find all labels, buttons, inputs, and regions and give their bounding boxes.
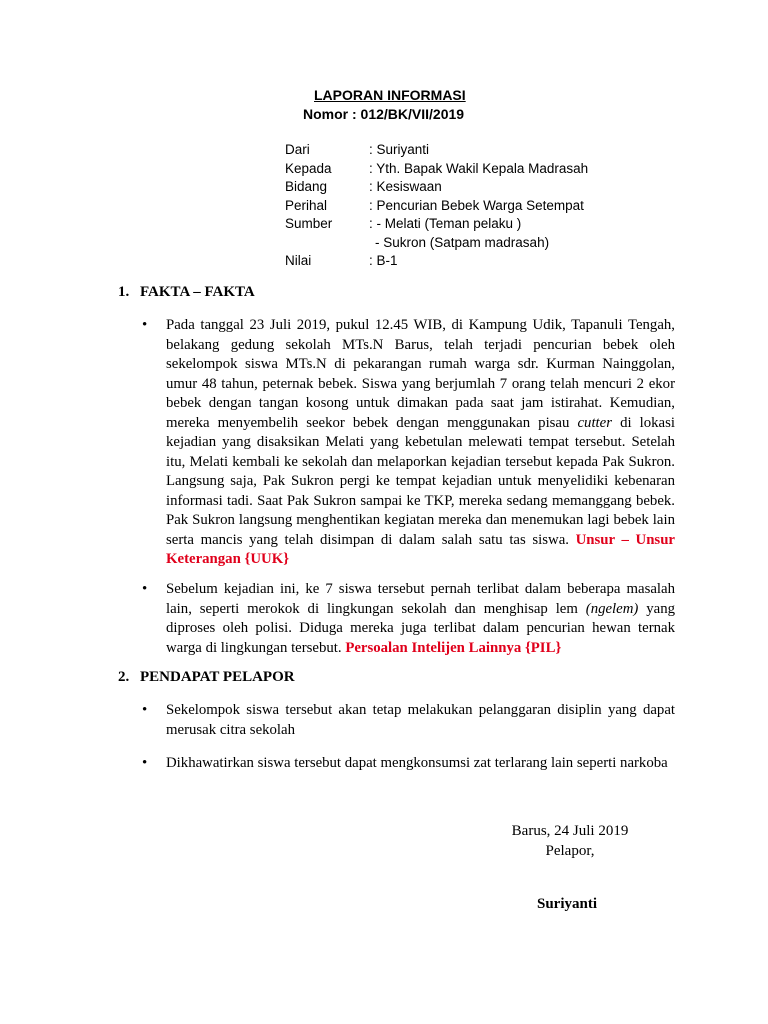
- fact-paragraph-1: [166, 316, 675, 570]
- paragraph-text: Sekelompok siswa tersebut akan tetap melakukan pelanggaran disiplin yang dapat merusak citra sekolah: [166, 702, 675, 738]
- meta-value: : Suriyanti: [369, 142, 430, 157]
- meta-key: Dari: [285, 142, 310, 157]
- signature-name: Suriyanti: [537, 896, 598, 912]
- meta-key: Sumber: [285, 216, 333, 231]
- section-number: 1.: [118, 284, 130, 300]
- paragraph-text: di lokasi kejadian yang disaksikan Melati yang kebetulan melewati tempat tersebut. Setelah itu, Melati kembali ke sekolah dan melaporkan kejadian tersebut kepada Pak Sukron. Langsung saja, Pak Sukron pergi ke tempat kejadian untuk menyelidiki kebenaran informasi tadi. Saat Pak Sukron sampai ke TKP, mereka sedang memanggang bebek. Pak Sukron langsung menghentikan kegiatan mereka dan menemukan lagi bebek lain serta mancis yang telah disimpan di dalam salah satu tas siswa.: [166, 414, 675, 548]
- meta-value: - Sukron (Satpam madrasah): [375, 234, 550, 250]
- signature-block: [500, 822, 640, 861]
- meta-value: : B-1: [369, 253, 398, 268]
- category-tag-pil: Persoalan Intelijen Lainnya {PIL}: [345, 639, 562, 656]
- bullet-icon: •: [142, 581, 148, 597]
- meta-row-bidang: [285, 178, 588, 197]
- meta-row-nilai: [285, 252, 588, 271]
- report-meta: [285, 141, 588, 271]
- paragraph-text: Dikhawatirkan siswa tersebut dapat mengkonsumsi zat terlarang lain seperti narkoba: [166, 755, 668, 771]
- paragraph-text: Pada tanggal 23 Juli 2019, pukul 12.45 WIB, di Kampung Udik, Tapanuli Tengah, belakang gedung sekolah MTs.N Barus, telah terjadi pencurian bebek oleh sekelompok siswa MTs.N di pekarangan rumah warga sdr. Kurman Nainggolan, umur 48 tahun, peternak bebek. Siswa yang berjumlah 7 orang telah mencuri 2 ekor bebek dengan tangan kosong untuk dimakan pada saat jam istirahat. Kemudian, mereka menyembelih seekor bebek dengan menggunakan pisau: [166, 317, 675, 431]
- meta-row-kepada: [285, 160, 588, 179]
- meta-row-dari: [285, 141, 588, 160]
- meta-key: Kepada: [285, 160, 332, 176]
- section-title: FAKTA – FAKTA: [140, 284, 255, 300]
- meta-row-sumber: [285, 215, 588, 234]
- signature-role: Pelapor,: [545, 842, 595, 859]
- meta-row-perihal: [285, 197, 588, 216]
- category-tag-uuk: Unsur – Unsur Keterangan {UUK}: [166, 531, 675, 567]
- bullet-icon: •: [142, 317, 148, 333]
- meta-value: : Yth. Bapak Wakil Kepala Madrasah: [369, 160, 589, 176]
- signature-place-date: Barus, 24 Juli 2019: [511, 823, 629, 839]
- section-heading-fakta: [118, 284, 255, 301]
- opinion-paragraph-2: [166, 754, 675, 774]
- meta-row-sumber-continued: [285, 234, 588, 253]
- opinion-paragraph-1: [166, 701, 675, 740]
- section-heading-pendapat: [118, 669, 295, 686]
- meta-key: Perihal: [285, 197, 328, 213]
- paragraph-text: yang diproses oleh polisi. Diduga mereka juga terlibat dalam pencurian hewan ternak warga di lingkungan tersebut.: [166, 600, 675, 656]
- section-number: 2.: [118, 669, 130, 685]
- paragraph-text: Sebelum kejadian ini, ke 7 siswa tersebut pernah terlibat dalam beberapa masalah lain, seperti merokok di lingkungan sekolah dan menghisap lem: [166, 581, 675, 617]
- meta-key: Bidang: [285, 179, 328, 194]
- meta-value: : Pencurian Bebek Warga Setempat: [369, 197, 584, 213]
- bullet-icon: •: [142, 702, 148, 718]
- section-title: PENDAPAT PELAPOR: [140, 669, 295, 685]
- report-title: LAPORAN INFORMASI: [314, 87, 466, 103]
- meta-key: Nilai: [285, 253, 312, 268]
- fact-paragraph-2: [166, 580, 675, 658]
- bullet-icon: •: [142, 755, 148, 771]
- paragraph-italic-text: cutter: [577, 414, 612, 431]
- paragraph-italic-text: (ngelem): [585, 600, 639, 617]
- meta-value: : Kesiswaan: [369, 179, 442, 194]
- meta-value: : - Melati (Teman pelaku ): [369, 216, 522, 231]
- report-number: Nomor : 012/BK/VII/2019: [303, 106, 465, 122]
